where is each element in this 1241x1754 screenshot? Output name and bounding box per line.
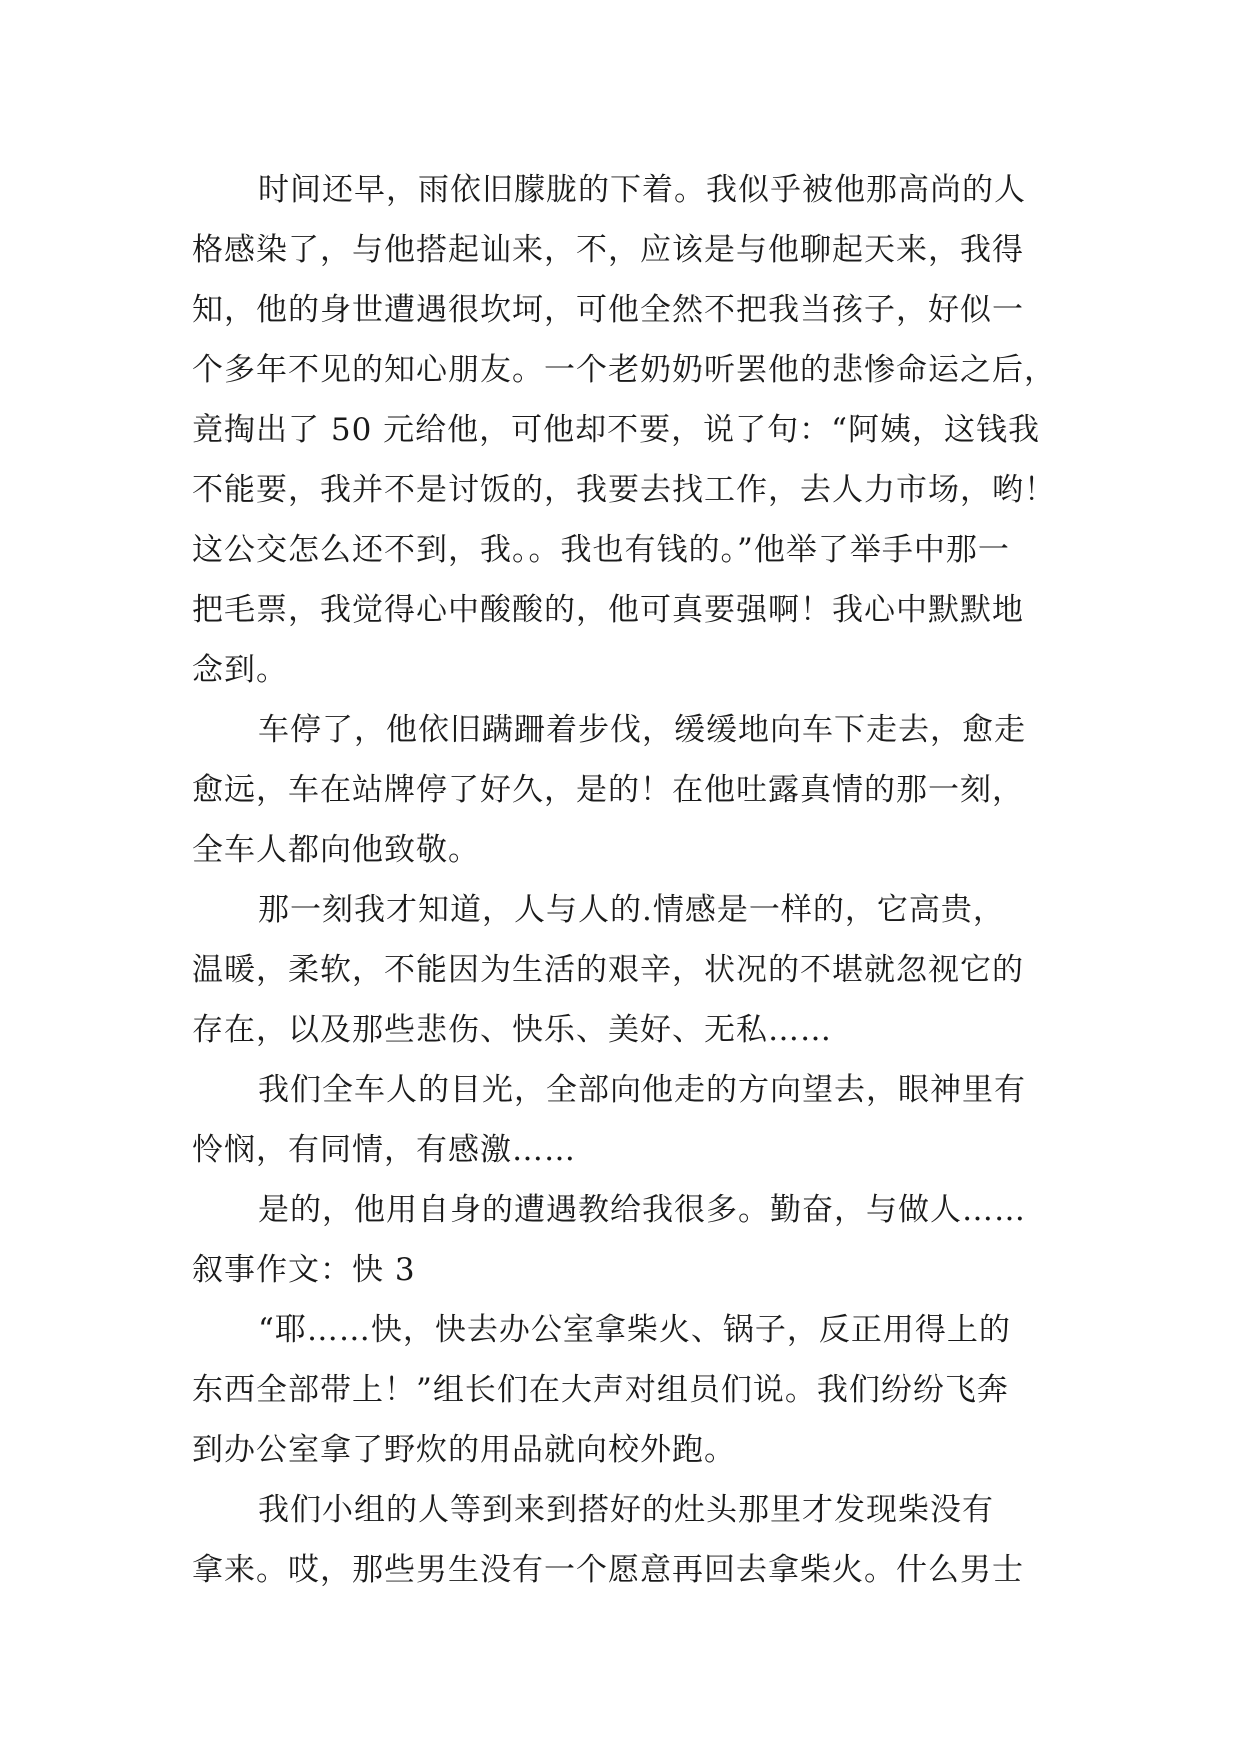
text-line: 把毛票，我觉得心中酸酸的，他可真要强啊！我心中默默地	[192, 592, 1024, 628]
text-line: 是的，他用自身的遭遇教给我很多。勤奋，与做人……	[258, 1192, 1026, 1228]
text-line: 知，他的身世遭遇很坎坷，可他全然不把我当孩子，好似一	[192, 292, 1024, 328]
text-line: 温暖，柔软，不能因为生活的艰辛，状况的不堪就忽视它的	[192, 952, 1024, 988]
text-line: 我们全车人的目光，全部向他走的方向望去，眼神里有	[258, 1072, 1026, 1108]
text-line: 拿来。哎，那些男生没有一个愿意再回去拿柴火。什么男士	[192, 1552, 1024, 1588]
text-line: 这公交怎么还不到，我。。我也有钱的。”他举了举手中那一	[192, 532, 1010, 568]
text-line: 到办公室拿了野炊的用品就向校外跑。	[192, 1432, 736, 1468]
text-line: 存在，以及那些悲伤、快乐、美好、无私……	[192, 1012, 832, 1048]
document-body	[192, 160, 1062, 1600]
text-line: 不能要，我并不是讨饭的，我要去找工作，去人力市场，哟！	[192, 472, 1056, 508]
text-line: 时间还早，雨依旧朦胧的下着。我似乎被他那高尚的人	[258, 172, 1026, 208]
text-line: “耶……快，快去办公室拿柴火、锅子，反正用得上的	[258, 1312, 1011, 1348]
text-line: 竟掏出了 50 元给他，可他却不要，说了句：“阿姨，这钱我	[192, 412, 1040, 448]
text-line: 个多年不见的知心朋友。一个老奶奶听罢他的悲惨命运之后，	[192, 352, 1056, 388]
text-line: 愈远，车在站牌停了好久，是的！在他吐露真情的那一刻，	[192, 772, 1024, 808]
text-line: 怜悯，有同情，有感激……	[192, 1132, 576, 1168]
text-line: 叙事作文：快 3	[192, 1252, 416, 1288]
text-line: 格感染了，与他搭起讪来，不，应该是与他聊起天来，我得	[192, 232, 1024, 268]
text-line: 全车人都向他致敬。	[192, 832, 480, 868]
text-line: 东西全部带上！”组长们在大声对组员们说。我们纷纷飞奔	[192, 1372, 1009, 1408]
text-line: 车停了，他依旧蹒跚着步伐，缓缓地向车下走去，愈走	[258, 712, 1026, 748]
text-line: 我们小组的人等到来到搭好的灶头那里才发现柴没有	[258, 1492, 994, 1528]
text-line: 那一刻我才知道，人与人的.情感是一样的，它高贵，	[258, 892, 1005, 928]
text-line: 念到。	[192, 652, 288, 688]
